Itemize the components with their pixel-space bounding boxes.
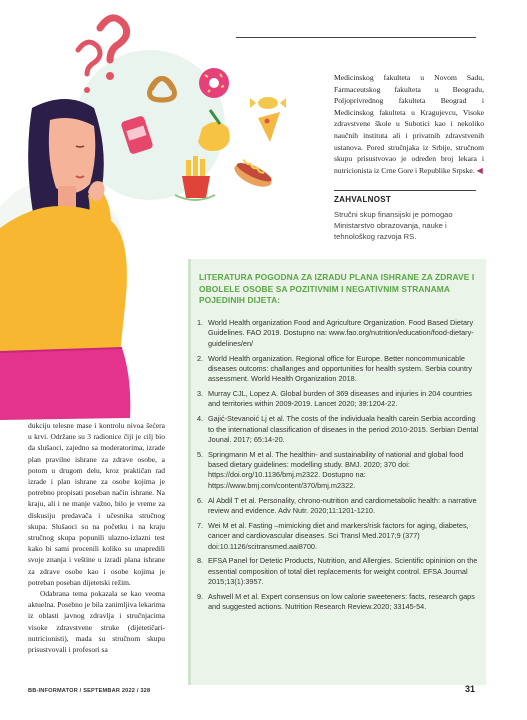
literature-item bbox=[197, 414, 481, 445]
pizza-icon bbox=[258, 112, 280, 142]
item-text: Murray CJL, Lopez A. Global burden of 369 diseases and injuries in 204 countries and territories within 2009-2019. Lancet 2020; 39:1204-22. bbox=[208, 389, 473, 409]
item-text: World Health organization. Regional office for Europe. Better noncommunicable diseases outcoms: challanges and opportunities for health system. Serbia country assessment. World Health Organization 2018. bbox=[208, 353, 473, 384]
literature-title: LITERATURA POGODNA ZA IZRADU PLANA ISHRANE ZA ZDRAVE I OBOLELE OSOBE SA POZITIVNIM I NEGATIVNIM STRANAMA POJEDINIH DIJETA: bbox=[199, 272, 475, 306]
literature-item bbox=[197, 318, 481, 349]
footer-publication: BB-INFORMATOR / SEPTEMBAR 2022 / 328 bbox=[28, 688, 151, 694]
item-number: 1. bbox=[197, 318, 204, 327]
acknowledgement-text: Stručni skup finansijski je pomogao Ministarstvo obrazovanja, nauke i tehnološkog razvoja RS. bbox=[334, 210, 453, 241]
item-number: 9. bbox=[197, 591, 204, 601]
item-number: 8. bbox=[197, 556, 204, 566]
skirt-shape bbox=[0, 348, 130, 420]
neck-shape bbox=[58, 186, 76, 208]
body-column bbox=[28, 420, 165, 655]
acknowledgement-title: ZAHVALNOST bbox=[334, 195, 392, 204]
item-text: EFSA Panel for Detetic Products, Nutrition, and Allergies. Scientific opininion on the essential composition of total diet replacements for weight control. EFSA Journal 2015;13(1):3957. bbox=[208, 556, 478, 587]
candy-icon bbox=[250, 97, 286, 109]
item-number: 6. bbox=[197, 495, 204, 505]
hot-dog-icon bbox=[231, 158, 275, 191]
item-text: World Health organization Food and Agriculture Organization. Food Based Dietary Guidelines. FAO 2019. Dostupno na: www.fao.org/nutrition/education/food-dietary-guidelines/en/ bbox=[208, 318, 474, 348]
item-text: Springmann M et al. The healthin- and sustainability of national and global food based dietary guidelines: modelling study. BMJ. 2020; 370 doi: https://doi.org/10.1136/bmj.m2322. Dostupno na: https://www.bmj.com/content/370/bmj.m2322. bbox=[208, 449, 464, 490]
literature-item bbox=[197, 592, 481, 613]
intro-text: Medicinskog fakulteta u Novom Sadu, Farmaceutskog fakulteta u Beogradu, Poljoprivrednog fakulteta Beograd i Medicinskog fakulteta u Kragujevcu, Visoke zdravstvene škole u Subotici kao i nekoliko naučnih instituta ali i privatnih zdravstvenih ustanova. Pored stručnjaka iz Srbije, stručnom skupu prisustvovao je određen broj lekara i nutricionista iz Crne Gore i Republike Srpske. bbox=[334, 73, 484, 175]
literature-item bbox=[197, 450, 481, 492]
literature-item bbox=[197, 389, 481, 410]
literature-item bbox=[197, 521, 481, 552]
item-number: 3. bbox=[197, 389, 204, 399]
intro-paragraph bbox=[334, 72, 484, 176]
item-number: 2. bbox=[197, 353, 204, 363]
item-number: 7. bbox=[197, 520, 204, 530]
item-text: Ashwell M et al. Expert consensus on low calorie sweeteners: facts, research gaps and suggested actions. Nutrition Research Review.2020; 33145-54. bbox=[208, 591, 475, 612]
item-text: Gajić-Stevanoić Lj et al. The costs of the individuala health carein Serbia according to the international classification of diseaes in the period 2010-2015. Serbian Dental Jounal. 2017; 65:14-20. bbox=[208, 414, 479, 444]
literature-list bbox=[197, 318, 481, 617]
donut-icon bbox=[199, 68, 229, 98]
literature-item bbox=[197, 496, 481, 517]
page-number: 31 bbox=[465, 684, 476, 694]
item-text: Wei M et al. Fasting –mimicking diet and markers/risk factors for aging, diabetes, cancer and cardiovascular diseases. Sci Transl Med.2017;9 (377) doi:10.1126/scitransmed.aai8700. bbox=[208, 520, 469, 551]
acknowledgement-rule bbox=[334, 190, 476, 191]
body-paragraph-2: Odabrana tema pokazala se kao veoma aktuelna. Posebno je bila zanimljiva lekarima iz oblasti javnog zdravlja i stručnjacima visoke zdravstvene struke (dijetetičari-nutricionisti), mada su stručnom skupu prisustvovali i profesori sa bbox=[28, 589, 165, 655]
body-paragraph-1: dukciju telesne mase i kontrolu nivoa šećera u krvi. Održane su 3 radionice čiji je cilj bio da slušaoci, zajedno sa moderatorima, izrade plan pravilne ishrane za zdrave osobe, a potom u drugom delu, kroz praktičan rad izrade i plan ishrane za osobe kojima je potrebno propisati poseban način ishrane. Na kraju, ali i ne manje važno, bilo je vreme za diskusiju predavača i učesnika stručnog skupa. Slušaoci su na početku i na kraju stručnog skupa popunili ulazno-izlazni test kako bi sami procenili koliko su unapredili svoje znanja i veštine u izradi plana ishrane za zdrave osobe kao i osobe kojima je potreban poseban dijetetski režim. bbox=[28, 421, 165, 587]
item-number: 5. bbox=[197, 449, 204, 459]
literature-item bbox=[197, 556, 481, 587]
literature-item bbox=[197, 354, 481, 385]
item-text: Al Abdil T et al. Personality, chrono-nutrition and cardiometabolic health: a narrative review and evidence. Adv Nutr. 2020;11:1201-1210. bbox=[208, 495, 477, 515]
end-mark-icon: ◀ bbox=[476, 165, 483, 175]
face-shape bbox=[49, 118, 95, 193]
item-number: 4. bbox=[197, 414, 204, 424]
